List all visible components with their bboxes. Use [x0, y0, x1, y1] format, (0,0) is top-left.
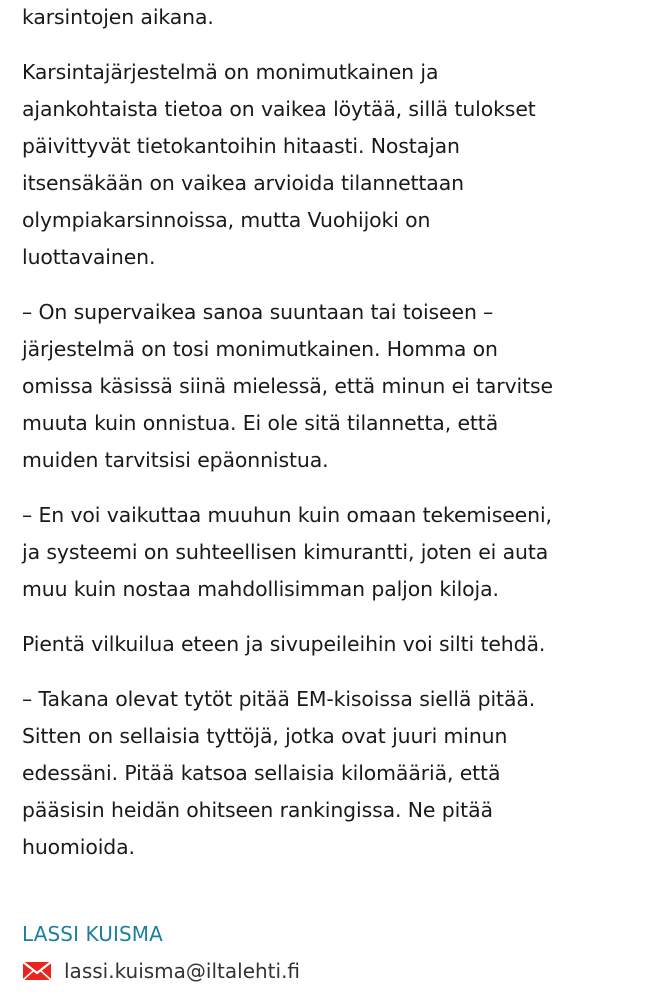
- article-body: [22, 0, 652, 866]
- text-line: edessäni. Pitää katsoa sellaisia kilomääriä, että: [22, 761, 501, 785]
- text-line: olympiakarsinnoissa, mutta Vuohijoki on: [22, 208, 431, 232]
- text-line: omissa käsissä siinä mielessä, että minun ei tarvitse: [22, 374, 553, 398]
- paragraph: [22, 497, 652, 608]
- text-line: muu kuin nostaa mahdollisimman paljon kiloja.: [22, 577, 499, 601]
- paragraph: [22, 0, 652, 36]
- text-line: itsensäkään on vaikea arvioida tilannettaan: [22, 171, 464, 195]
- author-email-row[interactable]: [22, 956, 300, 986]
- text-line: luottavainen.: [22, 245, 156, 269]
- paragraph: [22, 681, 652, 866]
- text-line: järjestelmä on tosi monimutkainen. Homma on: [22, 337, 498, 361]
- text-line: huomioida.: [22, 835, 135, 859]
- text-line: Pientä vilkuilua eteen ja sivupeileihin voi silti tehdä.: [22, 632, 546, 656]
- text-line: – On supervaikea sanoa suuntaan tai toiseen –: [22, 300, 494, 324]
- text-line: karsintojen aikana.: [22, 5, 214, 29]
- paragraph: [22, 626, 652, 663]
- text-line: Karsintajärjestelmä on monimutkainen ja: [22, 60, 439, 84]
- author-name[interactable]: LASSI KUISMA: [22, 922, 163, 946]
- author-email-link[interactable]: lassi.kuisma@iltalehti.fi: [64, 959, 301, 983]
- text-line: pääsisin heidän ohitseen rankingissa. Ne pitää: [22, 798, 493, 822]
- paragraph: [22, 294, 652, 479]
- text-line: – En voi vaikuttaa muuhun kuin omaan tekemiseeni,: [22, 503, 552, 527]
- envelope-icon: [22, 960, 52, 982]
- text-line: ja systeemi on suhteellisen kimurantti, joten ei auta: [22, 540, 549, 564]
- text-line: Sitten on sellaisia tyttöjä, jotka ovat juuri minun: [22, 724, 508, 748]
- text-line: muiden tarvitsisi epäonnistua.: [22, 448, 329, 472]
- paragraph: [22, 54, 652, 276]
- text-line: – Takana olevat tytöt pitää EM-kisoissa siellä pitää.: [22, 687, 536, 711]
- text-line: ajankohtaista tietoa on vaikea löytää, sillä tulokset: [22, 97, 536, 121]
- text-line: päivittyvät tietokantoihin hitaasti. Nostajan: [22, 134, 460, 158]
- text-line: muuta kuin onnistua. Ei ole sitä tilannetta, että: [22, 411, 499, 435]
